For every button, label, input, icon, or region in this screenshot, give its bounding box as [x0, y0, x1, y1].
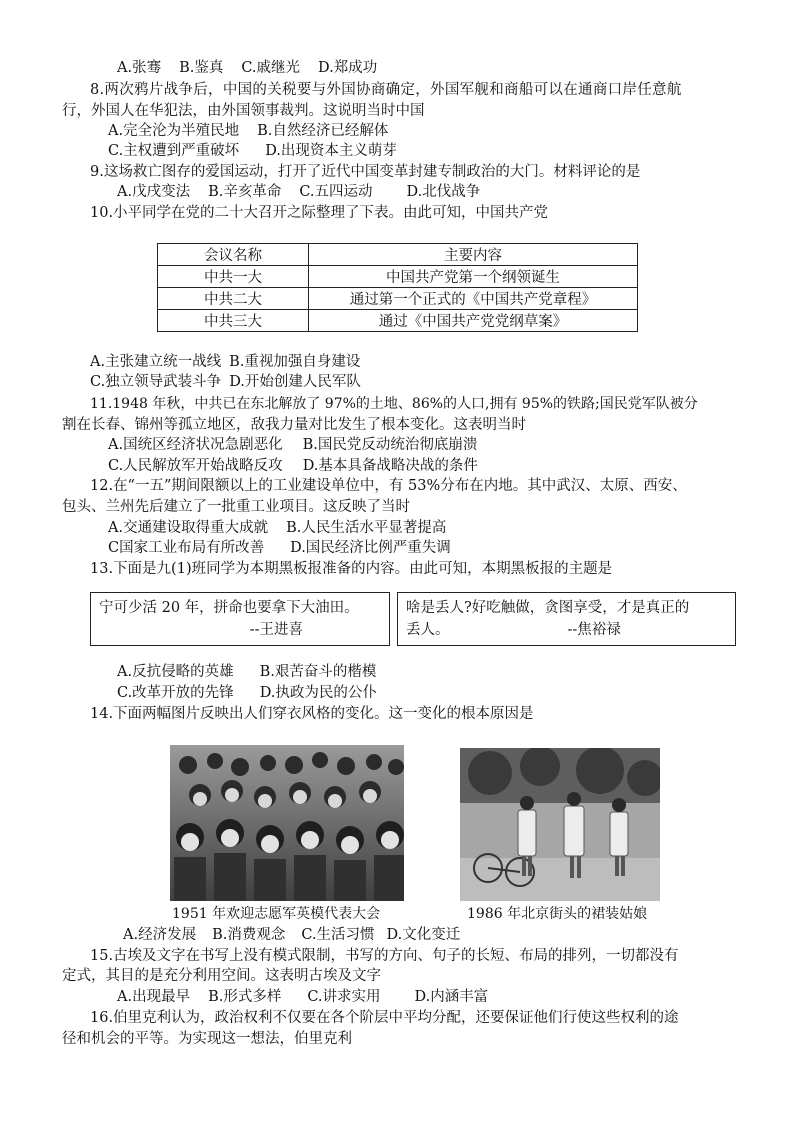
photo-1951-caption: 1951 年欢迎志愿军英模代表大会	[172, 906, 381, 922]
q7-option-b[interactable]: B.鉴真	[179, 60, 224, 76]
table-header-cell: 会议名称	[158, 244, 309, 266]
q13-stem: 13.下面是九(1)班同学为本期黑板报准备的内容。由此可知，本期黑板报的主题是	[90, 561, 613, 577]
q8-stem-line1: 8.两次鸦片战争后，中国的关税要与外国协商确定，外国军舰和商船可以在通商口岸任意航	[90, 82, 682, 98]
q8-option-d[interactable]: D.出现资本主义萌芽	[265, 143, 397, 159]
q7-options	[117, 58, 377, 78]
quote-author: --王进喜	[249, 622, 303, 638]
q9-option-c[interactable]: C.五四运动	[299, 184, 373, 200]
q13-options-row2	[117, 683, 377, 703]
table-header-cell: 主要内容	[309, 244, 638, 266]
q9-option-a[interactable]: A.戊戌变法	[117, 184, 191, 200]
q15-option-a[interactable]: A.出现最早	[117, 989, 191, 1005]
photo-1986-street	[460, 748, 660, 901]
q11-option-a[interactable]: A.国统区经济状况急剧恶化	[108, 437, 283, 453]
q8-stem-line2: 行，外国人在华犯法，由外国领事裁判。这说明当时中国	[62, 103, 425, 119]
q11-option-c[interactable]: C.人民解放军开始战略反攻	[108, 458, 283, 474]
q12-option-d[interactable]: D.国民经济比例严重失调	[290, 540, 451, 556]
q9-options	[117, 182, 480, 202]
table-cell: 中共二大	[158, 288, 309, 310]
q7-option-c[interactable]: C.戚继光	[241, 60, 301, 76]
q15-option-c[interactable]: C.讲求实用	[307, 989, 381, 1005]
q10-stem: 10.小平同学在党的二十大召开之际整理了下表。由此可知，中国共产党	[90, 205, 549, 221]
q11-options-row2	[108, 456, 478, 476]
q11-options-row1	[108, 435, 477, 455]
q12-stem-line2: 包头、兰州先后建立了一批重工业项目。这反映了当时	[62, 499, 410, 515]
q12-option-b[interactable]: B.人民生活水平显著提高	[286, 520, 447, 536]
q13-option-d[interactable]: D.执政为民的公仆	[259, 685, 377, 701]
q10-option-c[interactable]: C.独立领导武装斗争	[90, 374, 222, 390]
q15-stem-line1: 15.古埃及文字在书写上没有模式限制，书写的方向、句子的长短、布局的排列，一切都没有	[90, 948, 679, 964]
photo-1951-conference	[170, 745, 404, 901]
q15-option-b[interactable]: B.形式多样	[208, 989, 282, 1005]
party-congress-table	[157, 243, 638, 332]
quote-text-line2: 丢人。 --焦裕禄	[406, 622, 621, 638]
q10-options-row1	[90, 352, 360, 372]
q8-options-row1	[108, 121, 388, 141]
q8-options-row2	[108, 141, 397, 161]
table-row	[158, 266, 638, 288]
table-cell: 中国共产党第一个纲领诞生	[309, 266, 638, 288]
q14-option-b[interactable]: B.消费观念	[212, 927, 286, 943]
q15-options	[117, 987, 488, 1007]
q8-option-a[interactable]: A.完全沦为半殖民地	[108, 123, 240, 139]
q13-option-c[interactable]: C.改革开放的先锋	[117, 685, 234, 701]
quote-box-wang-jinxi	[90, 592, 390, 646]
q14-option-a[interactable]: A.经济发展	[123, 927, 197, 943]
quote-box-jiao-yulu	[397, 592, 736, 646]
table-header-row	[158, 244, 638, 266]
table-cell: 通过《中国共产党党纲草案》	[309, 310, 638, 332]
q16-stem-line2: 径和机会的平等。为实现这一想法，伯里克利	[62, 1031, 352, 1047]
q14-option-c[interactable]: C.生活习惯	[301, 927, 375, 943]
q11-option-d[interactable]: D.基本具备战略决战的条件	[302, 458, 478, 474]
table-cell: 中共一大	[158, 266, 309, 288]
table-row	[158, 288, 638, 310]
q8-option-b[interactable]: B.自然经济已经解体	[257, 123, 389, 139]
q12-option-c[interactable]: C国家工业布局有所改善	[108, 540, 265, 556]
q10-option-d[interactable]: D.开始创建人民军队	[229, 374, 361, 390]
q13-option-b[interactable]: B.艰苦奋斗的楷模	[259, 664, 377, 680]
q12-stem-line1: 12.在“一五”期间限额以上的工业建设单位中，有 53%分布在内地。其中武汉、太原、西安、	[90, 478, 687, 494]
q14-stem: 14.下面两幅图片反映出人们穿衣风格的变化。这一变化的根本原因是	[90, 706, 534, 722]
photo-1986-caption: 1986 年北京街头的裙装姑娘	[467, 906, 648, 922]
q11-stem-line1: 11.1948 年秋，中共已在东北解放了 97%的土地、86%的人口,拥有 95%的铁路;国民党军队被分	[90, 396, 698, 412]
quote-text: 宁可少活 20 年，拼命也要拿下大油田。	[99, 600, 359, 616]
q10-options-row2	[90, 372, 361, 392]
q10-option-a[interactable]: A.主张建立统一战线	[90, 354, 222, 370]
table-row	[158, 310, 638, 332]
q8-option-c[interactable]: C.主权遭到严重破坏	[108, 143, 240, 159]
quote-text-line1: 啥是丢人?好吃触做，贪图享受，才是真正的	[406, 600, 690, 616]
q11-option-b[interactable]: B.国民党反动统治彻底崩溃	[302, 437, 478, 453]
q15-stem-line2: 定式，其目的是充分利用空间。这表明古埃及文字	[62, 968, 381, 984]
q13-option-a[interactable]: A.反抗侵略的英雄	[117, 664, 234, 680]
q7-option-d[interactable]: D.郑成功	[318, 60, 378, 76]
table-cell: 通过第一个正式的《中国共产党章程》	[309, 288, 638, 310]
q12-options-row1	[108, 518, 446, 538]
q14-option-d[interactable]: D.文化变迁	[386, 927, 461, 943]
q13-options-row1	[117, 662, 376, 682]
q11-stem-line2: 割在长春、锦州等孤立地区，敌我力量对比发生了根本变化。这表明当时	[62, 417, 526, 433]
q10-option-b[interactable]: B.重视加强自身建设	[229, 354, 361, 370]
q9-option-d[interactable]: D.北伐战争	[406, 184, 481, 200]
quote-author: --焦裕禄	[567, 622, 621, 638]
q7-option-a[interactable]: A.张骞	[117, 60, 162, 76]
q9-stem: 9.这场救亡图存的爱国运动，打开了近代中国变革封建专制政治的大门。材料评论的是	[90, 164, 641, 180]
q12-option-a[interactable]: A.交通建设取得重大成就	[108, 520, 269, 536]
q16-stem-line1: 16.伯里克利认为，政治权利不仅要在各个阶层中平均分配，还要保证他们行使这些权利的途	[90, 1010, 679, 1026]
q12-options-row2	[108, 538, 451, 558]
q14-options	[123, 925, 460, 945]
q15-option-d[interactable]: D.内涵丰富	[414, 989, 489, 1005]
table-cell: 中共三大	[158, 310, 309, 332]
q9-option-b[interactable]: B.辛亥革命	[208, 184, 282, 200]
